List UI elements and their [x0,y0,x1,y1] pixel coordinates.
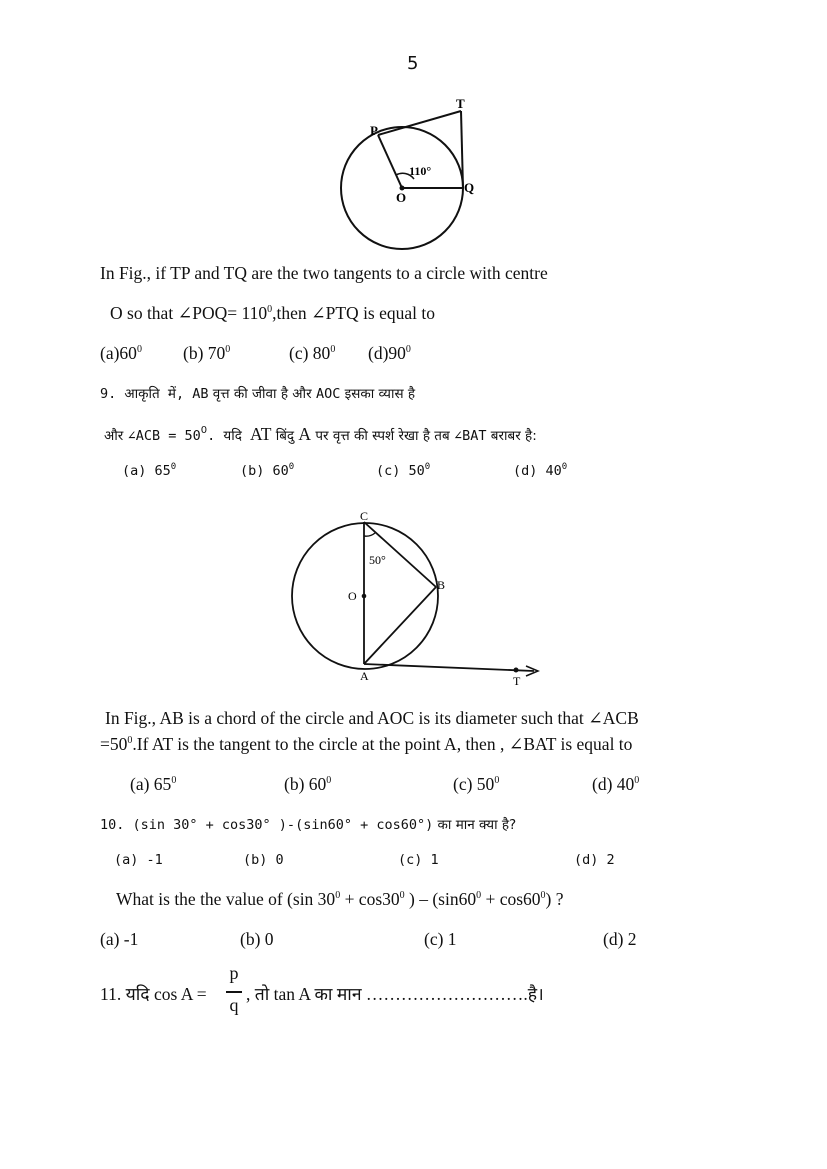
q8-line1: In Fig., if TP and TQ are the two tangents to a circle with centre [100,263,548,283]
q9-option-b: (b) $60^0$ [284,774,332,794]
label-o: O [348,589,357,603]
q11-fraction-bar [226,991,242,993]
tangent-circle-figure [330,95,490,250]
q9-hindi-line2: और ∠ACB = $50^0$. यदि AT बिंदु A पर वृत्त की स्पर्श रेखा है तब ∠BAT बराबर है: [104,424,537,444]
tangent-at [364,664,534,671]
q8-option-d: $(d)90^0$ [368,343,411,363]
q10-hindi-option-a: (a) -1 [114,852,163,868]
q10-hindi-line: 10. (sin 30° + cos30° )-(sin60° + cos60°) का मान क्या है? [100,817,517,833]
chord-tangent-figure [282,500,552,692]
label-angle: 50° [369,553,386,567]
q9-eng-line1: In Fig., AB is a chord of the circle and AOC is its diameter such that ∠ACB [105,708,639,728]
q10-eng-line: What is the the value of (sin $30^0 + \cos 30^0$ ) – $(\sin 60^0 + \cos 60^0)$ ? [116,889,564,909]
q10-hindi-option-c: (c) 1 [398,852,439,868]
radius-op [378,135,402,188]
q8-option-c: (c) $80^0$ [289,343,336,363]
q8-option-a: $(a)60^0$ [100,343,142,363]
q9-hindi-option-c: (c) $50^0$ [376,462,431,479]
q9-option-c: (c) $50^0$ [453,774,500,794]
label-c: C [360,509,369,523]
q9-hindi-option-d: (d) $40^0$ [513,462,568,479]
label-q: Q [464,180,475,195]
point-t [514,668,519,673]
chord-ab [364,587,436,664]
label-angle: 110° [409,164,432,178]
tangent-tp [378,111,461,135]
label-t: T [513,674,521,688]
q10-option-b: (b) 0 [240,929,274,949]
q10-option-d: (d) 2 [603,929,637,949]
center-point [362,594,367,599]
q10-hindi-option-b: (b) 0 [243,852,284,868]
q9-hindi-option-b: (b) $60^0$ [240,462,295,479]
label-b: B [437,578,446,592]
q10-hindi-option-d: (d) 2 [574,852,615,868]
q9-hindi-option-a: (a) $65^0$ [122,462,177,479]
q8-option-b: (b) $70^0$ [183,343,231,363]
label-t: T [456,96,465,111]
q11-fraction-numerator: p [229,963,239,983]
page-number: 5 [407,53,419,74]
q9-option-a: (a) $65^0$ [130,774,177,794]
q9-option-d: (d) $40^0$ [592,774,640,794]
angle-arc [364,533,375,536]
q11-fraction-denominator: q [229,995,239,1015]
q11-prefix: 11. यदि cos A = [100,984,207,1004]
q9-eng-line2: $=50^0.If$ AT is the tangent to the circle at the point A, then , ∠BAT is equal to [100,734,633,754]
q9-hindi-line1: 9. आकृति में, AB वृत्त की जीवा है और AOC इसका व्यास है [100,386,416,402]
label-p: P [370,123,378,138]
q10-option-c: (c) 1 [424,929,457,949]
q10-option-a: (a) -1 [100,929,139,949]
q11-suffix: , तो tan A का मान ……………………….है। [246,984,544,1004]
label-a: A [360,669,369,683]
q8-line2: O so that ∠POQ= $110^0,then$ ∠PTQ is equal to [110,303,436,323]
label-o: O [396,190,407,205]
